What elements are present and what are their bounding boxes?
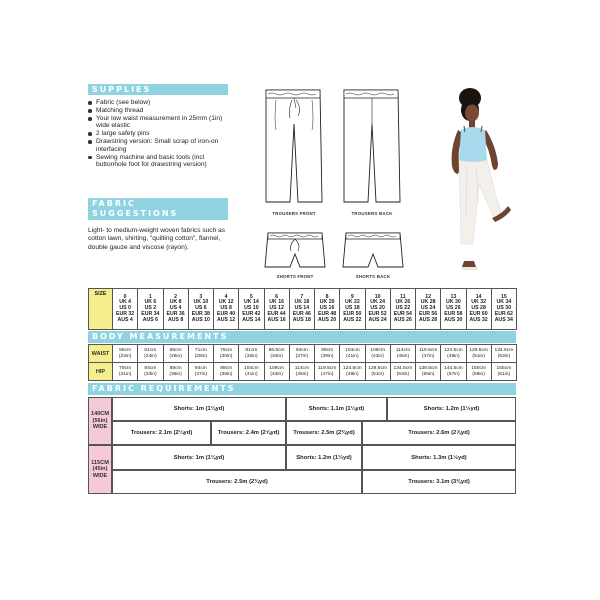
waist-cell: 86.5cm (34in) <box>264 345 289 363</box>
size-cell: 11 UK 26 US 22 EUR 54 AUS 26 <box>390 289 415 330</box>
bullet-icon <box>88 132 92 136</box>
shorts-requirement-cell: Shorts: 1.2m (1⅓yd) <box>286 445 362 470</box>
trousers-front-caption: TROUSERS FRONT <box>272 211 316 216</box>
hip-cell: 84cm (33in) <box>138 363 163 381</box>
waist-cell: 124.5cm (49in) <box>441 345 466 363</box>
size-cell: 0 UK 4 US 0 EUR 32 AUS 4 <box>113 289 138 330</box>
waist-cell: 66cm (26in) <box>163 345 188 363</box>
fabric-suggestions-header: FABRIC SUGGESTIONS <box>88 198 228 220</box>
supplies-list <box>88 99 233 169</box>
supply-item: Sewing machine and basic tools (incl buttonhole foot for drawstring version) <box>88 154 233 169</box>
waist-row <box>89 345 517 363</box>
trousers-requirement-cell: Trousers: 2.5m (2¾yd) <box>286 421 362 445</box>
hip-cell: 139.5cm (55in) <box>416 363 441 381</box>
size-label: SIZE <box>89 289 113 330</box>
trousers-requirement-cell: Trousers: 2.6m (2⅞yd) <box>362 421 516 445</box>
waist-cell: 56cm (22in) <box>113 345 138 363</box>
shorts-requirement-cell: Shorts: 1.2m (1⅓yd) <box>387 397 516 421</box>
hip-cell: 94cm (37in) <box>188 363 213 381</box>
size-row <box>89 289 517 330</box>
waist-cell: 81cm (32in) <box>239 345 264 363</box>
waist-cell: 76cm (30in) <box>214 345 239 363</box>
waist-cell: 61cm (24in) <box>138 345 163 363</box>
bullet-icon <box>88 140 92 144</box>
model-photo <box>428 86 524 282</box>
fabric-suggestions-text: Light- to medium-weight woven fabrics such as cotton lawn, shirting, "quilting cotton", flannel, double gauze and viscose (rayon). <box>88 227 226 251</box>
supply-item: Drawstring version: Small scrap of iron-on interfacing <box>88 138 233 153</box>
hip-cell: 104cm (41in) <box>239 363 264 381</box>
body-measurements-table <box>88 344 517 381</box>
supply-item: Your low waist measurement in 25mm (1in) wide elastic <box>88 115 233 130</box>
trousers-requirement-cell: Trousers: 3.1m (3⅜yd) <box>362 470 516 494</box>
size-cell: 7 UK 18 US 14 EUR 46 AUS 18 <box>289 289 314 330</box>
size-cell: 3 UK 10 US 6 EUR 38 AUS 10 <box>188 289 213 330</box>
supplies-header: SUPPLIES <box>88 84 228 95</box>
shorts-front-illustration <box>262 230 328 270</box>
size-cell: 5 UK 14 US 10 EUR 42 AUS 14 <box>239 289 264 330</box>
hip-label: HIP <box>89 363 113 381</box>
size-cell: 9 UK 22 US 18 EUR 50 AUS 22 <box>340 289 365 330</box>
bullet-icon <box>88 101 92 105</box>
bullet-icon <box>88 117 92 121</box>
waist-cell: 94cm (37in) <box>289 345 314 363</box>
hip-row <box>89 363 517 381</box>
waist-cell: 129.5cm (51in) <box>466 345 491 363</box>
size-cell: 6 UK 16 US 12 EUR 44 AUS 16 <box>264 289 289 330</box>
trousers-requirement-cell: Trousers: 2.5m (2¾yd) <box>112 470 362 494</box>
trousers-back-caption: TROUSERS BACK <box>351 211 393 216</box>
shorts-back-caption: SHORTS BACK <box>355 274 391 279</box>
bullet-icon <box>88 156 92 160</box>
waist-cell: 99cm (39in) <box>315 345 340 363</box>
size-cell: 12 UK 28 US 24 EUR 56 AUS 28 <box>416 289 441 330</box>
waist-cell: 104cm (41in) <box>340 345 365 363</box>
trousers-front-illustration <box>258 84 330 206</box>
size-cell: 4 UK 12 US 8 EUR 40 AUS 12 <box>214 289 239 330</box>
hip-cell: 155cm (61in) <box>491 363 516 381</box>
shorts-requirement-cell: Shorts: 1.3m (1½yd) <box>362 445 516 470</box>
size-table <box>88 288 517 330</box>
hip-cell: 114cm (45in) <box>289 363 314 381</box>
hip-cell: 150cm (59in) <box>466 363 491 381</box>
hip-cell: 129.5cm (51in) <box>365 363 390 381</box>
hip-cell: 109cm (43in) <box>264 363 289 381</box>
trousers-requirement-cell: Trousers: 2.1m (2¼yd) <box>112 421 211 445</box>
waist-cell: 109cm (43in) <box>365 345 390 363</box>
waist-label: WAIST <box>89 345 113 363</box>
size-cell: 10 UK 24 US 20 EUR 52 AUS 24 <box>365 289 390 330</box>
supply-item: 2 large safety pins <box>88 130 233 137</box>
waist-cell: 114cm (45in) <box>390 345 415 363</box>
hip-cell: 89cm (35in) <box>163 363 188 381</box>
fabric-width-140-label: 140CM (56in) WIDE <box>88 397 112 445</box>
size-cell: 14 UK 32 US 28 EUR 60 AUS 32 <box>466 289 491 330</box>
size-cell: 15 UK 34 US 30 EUR 62 AUS 34 <box>491 289 516 330</box>
shorts-requirement-cell: Shorts: 1.1m (1¼yd) <box>286 397 387 421</box>
supply-item: Matching thread <box>88 107 233 114</box>
body-measurements-header: BODY MEASUREMENTS <box>88 331 516 343</box>
shorts-back-illustration <box>340 230 406 270</box>
hip-cell: 144.5cm (57in) <box>441 363 466 381</box>
shorts-requirement-cell: Shorts: 1m (1⅛yd) <box>112 397 286 421</box>
size-cell: 8 UK 20 US 16 EUR 48 AUS 20 <box>315 289 340 330</box>
hip-cell: 124.5cm (49in) <box>340 363 365 381</box>
supply-item: Fabric (see below) <box>88 99 233 106</box>
hip-cell: 119.5cm (47in) <box>315 363 340 381</box>
waist-cell: 119.5cm (47in) <box>416 345 441 363</box>
trousers-requirement-cell: Trousers: 2.4m (2⅝yd) <box>211 421 286 445</box>
shorts-front-caption: SHORTS FRONT <box>276 274 314 279</box>
size-cell: 1 UK 6 US 2 EUR 34 AUS 6 <box>138 289 163 330</box>
fabric-requirements-header: FABRIC REQUIREMENTS <box>88 383 516 395</box>
waist-cell: 71cm (28in) <box>188 345 213 363</box>
hip-cell: 134.5cm (53in) <box>390 363 415 381</box>
bullet-icon <box>88 109 92 113</box>
hip-cell: 99cm (39in) <box>214 363 239 381</box>
fabric-width-115-label: 115CM (45in) WIDE <box>88 445 112 494</box>
hip-cell: 79cm (31in) <box>113 363 138 381</box>
waist-cell: 134.5cm (53in) <box>491 345 516 363</box>
shorts-requirement-cell: Shorts: 1m (1⅛yd) <box>112 445 286 470</box>
size-cell: 2 UK 8 US 4 EUR 36 AUS 8 <box>163 289 188 330</box>
size-cell: 13 UK 30 US 26 EUR 58 AUS 30 <box>441 289 466 330</box>
trousers-back-illustration <box>336 84 408 206</box>
